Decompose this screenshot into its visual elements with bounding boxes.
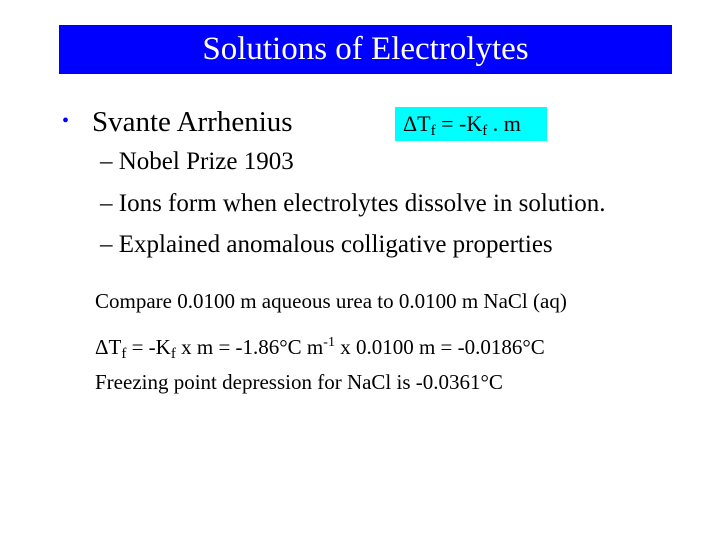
calc-sub2: f [170, 346, 176, 362]
subitem-ions-form: – Ions form when electrolytes dissolve in solution. [100, 190, 606, 217]
calc-sup: -1 [323, 335, 335, 350]
bullet-svante-arrhenius [62, 104, 293, 142]
formula-sub-f1: f [430, 123, 436, 139]
calc-sub1: f [121, 346, 127, 362]
bullet-text: Svante Arrhenius [92, 106, 293, 138]
calc-part3: x m = -1.86°C m [175, 335, 324, 359]
slide-title: Solutions of Electrolytes [59, 25, 672, 74]
formula-sub-f2: f [482, 123, 488, 139]
subitem-explained-anomalous: – Explained anomalous colligative properties [100, 231, 553, 258]
formula-rest2: . m [487, 111, 521, 136]
formula-box [395, 107, 547, 141]
subitem-nobel-prize: – Nobel Prize 1903 [100, 148, 294, 175]
calc-part2: = -K [126, 335, 171, 359]
compare-line: Compare 0.0100 m aqueous urea to 0.0100 m NaCl (aq) [95, 289, 567, 313]
calc-part4: x 0.0100 m = -0.0186°C [334, 335, 545, 359]
freezing-line: Freezing point depression for NaCl is -0.0361°C [95, 370, 503, 394]
calc-line [95, 330, 545, 367]
formula-delta-t: ΔT [403, 111, 431, 136]
calc-part1: ΔT [95, 335, 122, 359]
formula-rest1: = -K [435, 111, 483, 136]
bullet-dot-icon: • [62, 110, 70, 133]
